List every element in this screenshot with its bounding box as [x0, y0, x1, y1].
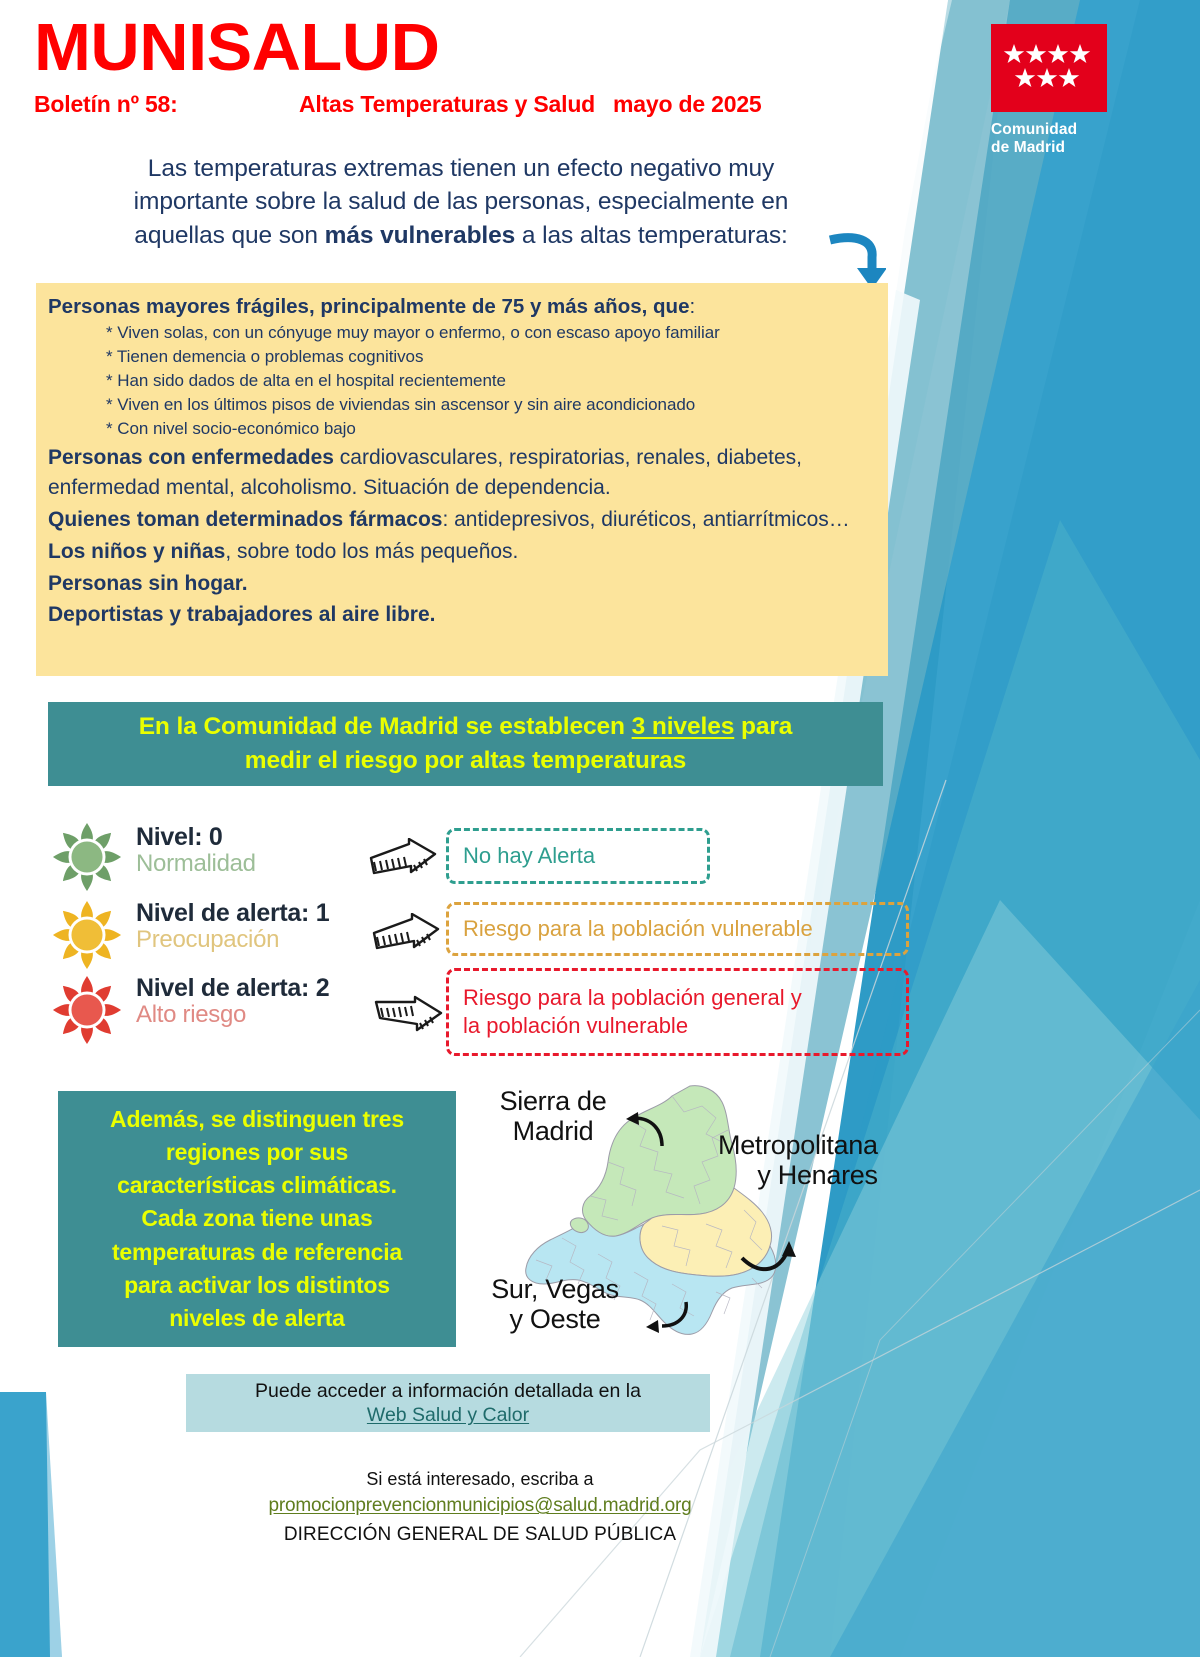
- vulnerable-heading-text: Personas mayores frágiles, principalmente de 75 y más años, que: [48, 295, 690, 318]
- intro-line-1: Las temperaturas extremas tienen un efecto negativo muy: [147, 155, 775, 182]
- intro-line-2: importante sobre la salud de las personas, especialmente en: [133, 188, 789, 216]
- vulnerable-group-detail: , sobre todo los más pequeños.: [225, 539, 519, 563]
- levels-banner-pre: En la Comunidad de Madrid se establecen: [138, 713, 632, 741]
- vulnerable-group-label: Personas con enfermedades: [48, 446, 334, 470]
- vulnerable-heading: [48, 293, 876, 321]
- vulnerable-group: [48, 505, 876, 535]
- vulnerable-group-detail: : antidepresivos, diuréticos, antiarrítmicos…: [442, 507, 850, 531]
- vulnerable-group-label: Deportistas y trabajadores al aire libre.: [48, 603, 436, 627]
- alert-risk-text: Riesgo para la población general y: [463, 984, 802, 1010]
- map-label-metropolitana: [718, 1130, 878, 1190]
- vulnerable-bullet: * Han sido dados de alta en el hospital recientemente: [106, 370, 506, 390]
- regions-description-text: [110, 1103, 404, 1335]
- footer-contact-prompt: Si está interesado, escriba a: [366, 1469, 594, 1489]
- alert-risk-box: [446, 902, 909, 956]
- alert-risk-text: Riesgo para la población vulnerable: [463, 915, 813, 941]
- vulnerable-group-label: Personas sin hogar.: [48, 571, 248, 595]
- alert-level-label: [136, 900, 329, 954]
- vulnerable-group: [48, 443, 876, 503]
- levels-banner-line2: medir el riesgo por altas temperaturas: [244, 747, 687, 774]
- footer: [0, 1466, 960, 1548]
- intro-emphasis: más vulnerables: [324, 221, 516, 249]
- alert-level-label: [136, 975, 329, 1029]
- map-label-sur: [470, 1274, 640, 1334]
- bulletin-subline: [34, 91, 894, 118]
- map-label-metro-line2: y Henares: [757, 1160, 878, 1191]
- vulnerable-bullet: * Con nivel socio-económico bajo: [106, 419, 356, 439]
- map-label-sur-line2: y Oeste: [509, 1304, 601, 1335]
- regions-line-6: para activar los distintos: [124, 1271, 390, 1298]
- intro-line-3-pre: aquellas que son: [134, 221, 325, 249]
- regions-line-5: temperaturas de referencia: [111, 1238, 403, 1265]
- vulnerable-bullet: * Tienen demencia o problemas cognitivos: [106, 346, 424, 366]
- alert-level-title: Nivel de alerta: 2: [136, 974, 330, 1002]
- alert-risk-text: No hay Alerta: [463, 842, 596, 868]
- alert-risk-box: [446, 968, 909, 1056]
- levels-banner-text: [139, 710, 793, 778]
- comunidad-de-madrid-logo: [991, 24, 1109, 158]
- web-salud-y-calor-link[interactable]: Web Salud y Calor: [366, 1404, 530, 1427]
- vulnerable-group: [48, 569, 876, 599]
- map-label-metro-line1: Metropolitana: [718, 1130, 878, 1160]
- vulnerable-group-detail: cardiovasculares, respiratorias, renales, diabetes, enfermedad mental, alcoholismo. Situación de dependencia.: [48, 446, 803, 500]
- vulnerable-bullet: * Viven solas, con un cónyuge muy mayor o enfermo, o con escaso apoyo familiar: [106, 322, 720, 342]
- web-info-box: [186, 1374, 710, 1432]
- logo-caption-line2: de Madrid: [991, 139, 1066, 157]
- regions-line-4: Cada zona tiene unas: [141, 1205, 373, 1232]
- alert-level-subtitle: Normalidad: [136, 850, 256, 877]
- levels-banner: [48, 702, 883, 786]
- regions-line-1: Además, se distinguen tres: [110, 1106, 404, 1133]
- sun-icon-yellow: [50, 898, 124, 972]
- sun-icon-green: [50, 820, 124, 894]
- intro-line-3-post: a las altas temperaturas:: [515, 221, 788, 249]
- vulnerable-bullet: * Viven en los últimos pisos de viviendas sin ascensor y sin aire acondicionado: [106, 395, 696, 415]
- vulnerable-group: [48, 537, 876, 567]
- map-label-sierra: [478, 1086, 628, 1146]
- madrid-flag-icon: [991, 24, 1107, 112]
- intro-line-3: [46, 219, 876, 252]
- hand-arrow-right-icon: [368, 913, 440, 955]
- alert-level-subtitle: Preocupación: [136, 926, 280, 953]
- vulnerable-group: [48, 600, 876, 630]
- web-info-text: Puede acceder a información detallada en la: [255, 1379, 641, 1402]
- map-arrowhead-metropolitana: [782, 1241, 796, 1257]
- seven-stars-icon: [1003, 42, 1095, 94]
- hand-arrow-right-icon: [372, 990, 444, 1036]
- masthead: [34, 10, 894, 118]
- intro-paragraph: [46, 152, 876, 252]
- madrid-regions-map: [466, 1078, 926, 1368]
- sun-icon-red: [50, 973, 124, 1047]
- map-arrowhead-sur: [646, 1320, 659, 1333]
- footer-email-link[interactable]: promocionprevencionmunicipios@salud.madrid.org: [268, 1495, 692, 1517]
- levels-banner-post: para: [734, 713, 793, 741]
- alert-risk-box: [446, 828, 710, 884]
- alert-level-title: Nivel de alerta: 1: [136, 899, 330, 927]
- alert-level-label: [136, 824, 256, 878]
- bulletin-topic: Altas Temperaturas y Salud: [299, 91, 596, 117]
- regions-description-box: [58, 1091, 456, 1347]
- regions-line-3: características climáticas.: [117, 1172, 397, 1199]
- vulnerable-group-label: Los niños y niñas: [48, 539, 226, 563]
- alert-risk-text-2: la población vulnerable: [463, 1013, 689, 1038]
- regions-line-7: niveles de alerta: [169, 1304, 345, 1331]
- levels-banner-underline: 3 niveles: [631, 713, 735, 741]
- logo-caption: [991, 121, 1109, 158]
- footer-organization: DIRECCIÓN GENERAL DE SALUD PÚBLICA: [283, 1523, 677, 1545]
- vulnerable-groups-box: [36, 283, 888, 676]
- alert-level-title: Nivel: 0: [136, 823, 223, 851]
- regions-line-2: regiones por sus: [165, 1139, 349, 1166]
- vulnerable-heading-colon: :: [689, 295, 696, 318]
- page-title: MUNISALUD: [34, 10, 440, 85]
- map-label-sierra-line2: Madrid: [512, 1116, 594, 1147]
- map-label-sur-line1: Sur, Vegas: [491, 1274, 619, 1304]
- logo-caption-line1: Comunidad: [991, 121, 1078, 138]
- bulletin-date: mayo de 2025: [613, 91, 762, 117]
- map-label-sierra-line1: Sierra de: [499, 1086, 607, 1116]
- alert-level-subtitle: Alto riesgo: [136, 1001, 247, 1028]
- bulletin-number: Boletín nº 58:: [34, 91, 178, 117]
- hand-arrow-right-icon: [365, 838, 437, 880]
- vulnerable-group-label: Quienes toman determinados fármacos: [48, 507, 443, 531]
